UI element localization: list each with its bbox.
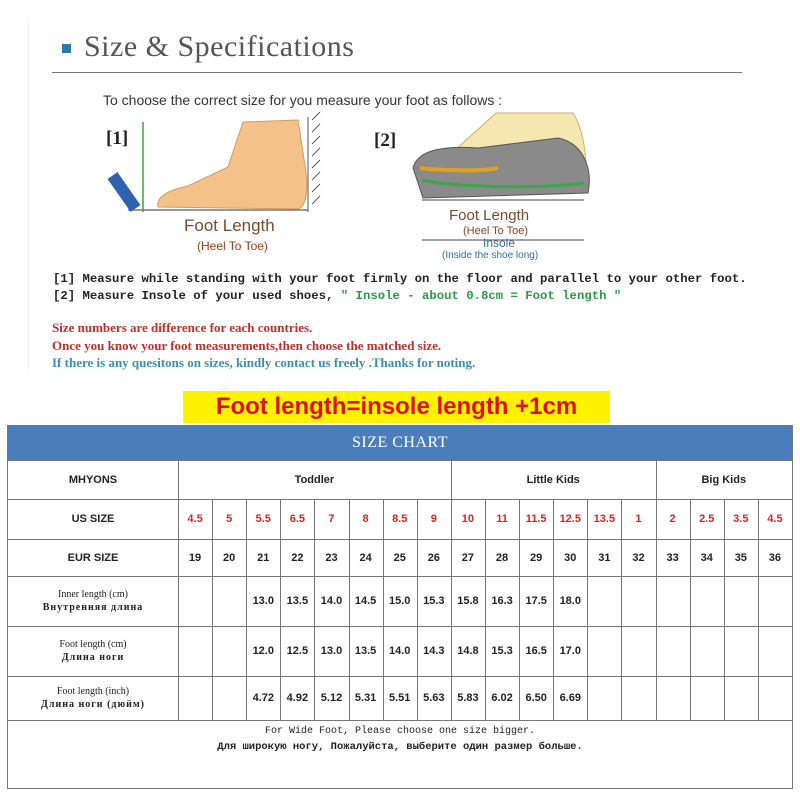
foot-length-inch-cell: 6.02 <box>491 692 513 704</box>
inner-length-label-en: Inner length (cm) <box>58 589 128 600</box>
title-bullet <box>62 44 71 53</box>
insole-formula-highlight: " Insole - about 0.8cm = Foot length " <box>333 289 622 303</box>
foot-length-cm-cell: 13.0 <box>320 645 343 657</box>
intro-text: To choose the correct size for you measure your foot as follows : <box>103 92 503 108</box>
size-chart <box>7 425 793 789</box>
inner-length-cell: 17.5 <box>525 595 547 607</box>
foot-length-cm-label <box>8 638 178 664</box>
us-size-cell: 1 <box>635 513 642 525</box>
insole-caption: Insole <box>483 236 516 250</box>
foot-length-inch-cell <box>656 676 690 720</box>
eur-size-cell: 22 <box>291 551 304 564</box>
foot-length-inch-cell <box>587 676 621 720</box>
instruction-line-2 <box>53 289 621 303</box>
eur-size-cell: 28 <box>495 551 509 564</box>
group-big-kids: Big Kids <box>701 473 747 486</box>
foot-length-cm-cell <box>690 626 724 676</box>
eur-size-cell: 32 <box>632 551 645 564</box>
us-size-cell: 10 <box>461 513 475 525</box>
us-size-cell: 11 <box>496 513 508 525</box>
eur-size-cell: 35 <box>734 551 747 564</box>
eur-size-cell: 24 <box>359 551 372 564</box>
foot-length-inch-cell <box>621 676 655 720</box>
foot-length-cm-cell: 12.0 <box>252 645 274 657</box>
foot-length-cm-cell <box>758 626 792 676</box>
eur-size-label: EUR SIZE <box>67 551 119 564</box>
foot-length-cm-cell <box>656 626 690 676</box>
diagram1-label: [1] <box>106 128 129 149</box>
eur-size-cell: 21 <box>257 551 270 564</box>
foot-length-inch-cell: 5.63 <box>423 692 445 704</box>
foot-length-banner: Foot length=insole length +1cm <box>183 391 610 423</box>
foot-length-cm-cell <box>724 626 758 676</box>
eur-size-cell: 27 <box>461 551 475 564</box>
foot-length-cm-cell: 14.0 <box>389 645 411 657</box>
foot-length-cm-cell <box>587 626 621 676</box>
inner-length-cell: 15.0 <box>389 595 411 607</box>
foot-length-inch-cell: 5.51 <box>389 692 411 704</box>
foot-length-cm-cell: 14.8 <box>457 645 479 657</box>
insole-note-caption: (Inside the shoe long) <box>442 250 539 261</box>
foot-length-cm-cell <box>621 626 655 676</box>
inner-length-cell: 13.0 <box>252 595 274 607</box>
page-title: Size & Specifications <box>84 30 355 63</box>
group-little-kids: Little Kids <box>526 473 580 486</box>
foot-length-inch-cell <box>212 676 246 720</box>
foot-length-caption-1: Foot Length <box>184 216 275 235</box>
inner-length-cell: 15.8 <box>457 595 479 607</box>
inner-length-cell <box>212 576 246 626</box>
inner-length-cell: 14.0 <box>320 595 343 607</box>
us-size-cell: 7 <box>328 513 335 525</box>
us-size-cell: 2.5 <box>699 513 715 525</box>
inner-length-label <box>8 588 178 614</box>
inner-length-cell <box>587 576 621 626</box>
diagram2-label: [2] <box>374 130 397 151</box>
eur-size-cell: 34 <box>700 551 713 564</box>
foot-length-cm-label-ru: Длина ноги <box>61 652 125 663</box>
us-size-cell: 4.5 <box>767 513 783 525</box>
foot-length-inch-cell: 6.69 <box>559 692 581 704</box>
title-divider <box>52 72 742 73</box>
us-size-cell: 2 <box>669 513 676 525</box>
us-size-cell: 8 <box>362 513 369 525</box>
foot-length-inch-cell <box>690 676 724 720</box>
foot-length-inch-cell: 4.72 <box>252 692 274 704</box>
instruction-line-2-prefix: [2] Measure Insole of your used shoes, <box>53 289 334 303</box>
inner-length-cell: 13.5 <box>286 595 309 607</box>
inner-length-cell <box>758 576 792 626</box>
us-size-cell: 5.5 <box>255 513 271 525</box>
foot-length-inch-label-ru: Длина ноги (дюйм) <box>40 699 145 710</box>
eur-size-cell: 33 <box>666 551 679 564</box>
us-size-cell: 6.5 <box>289 513 306 525</box>
foot-length-cm-cell <box>178 626 212 676</box>
foot-length-cm-label-en: Foot length (cm) <box>59 639 127 650</box>
group-toddler: Toddler <box>294 473 335 486</box>
foot-length-inch-cell: 6.50 <box>525 692 547 704</box>
eur-size-cell: 20 <box>223 551 236 564</box>
foot-length-inch-label-en: Foot length (inch) <box>56 686 130 697</box>
eur-size-cell: 30 <box>564 551 577 564</box>
us-size-cell: 4.5 <box>187 513 203 525</box>
foot-length-inch-cell: 5.83 <box>457 692 479 704</box>
eur-size-cell: 26 <box>427 551 440 564</box>
us-size-cell: 5 <box>226 513 233 525</box>
eur-size-cell: 29 <box>530 551 543 564</box>
foot-length-cm-cell: 14.3 <box>423 645 445 657</box>
foot-length-inch-cell <box>178 676 212 720</box>
foot-length-inch-cell: 5.12 <box>320 692 343 704</box>
heel-to-toe-caption-1: (Heel To Toe) <box>197 239 268 253</box>
eur-size-cell: 31 <box>598 551 611 564</box>
us-size-cell: 13.5 <box>593 513 616 525</box>
row-divider <box>8 720 792 721</box>
brand-label: MHYONS <box>68 473 118 486</box>
inner-length-cell: 16.3 <box>491 595 513 607</box>
note-line-3: If there is any quesitons on sizes, kindly contact us freely .Thanks for noting. <box>52 355 476 370</box>
us-size-cell: 8.5 <box>392 513 408 525</box>
note-line-2: Once you know your foot measurements,then choose the matched size. <box>52 338 442 353</box>
us-size-cell: 9 <box>430 513 437 525</box>
us-size-cell: 12.5 <box>559 513 581 525</box>
eur-size-cell: 25 <box>393 551 406 564</box>
inner-length-cell <box>690 576 724 626</box>
note-line-1: Size numbers are difference for each countries. <box>52 320 313 335</box>
inner-length-cell <box>621 576 655 626</box>
foot-length-cm-cell <box>212 626 246 676</box>
foot-length-caption-2: Foot Length <box>449 207 530 224</box>
us-size-cell: 3.5 <box>733 513 749 525</box>
inner-length-cell <box>178 576 212 626</box>
eur-size-cell: 23 <box>325 551 338 564</box>
inner-length-cell: 18.0 <box>559 595 581 607</box>
foot-length-inch-cell: 5.31 <box>354 692 377 704</box>
wide-foot-note-en: For Wide Foot, Please choose one size bigger. <box>264 726 536 737</box>
inner-length-cell: 15.3 <box>423 595 445 607</box>
inner-length-cell <box>724 576 758 626</box>
us-size-label: US SIZE <box>71 513 115 525</box>
inner-length-label-ru: Внутренняя длина <box>42 602 144 613</box>
inner-length-cell: 14.5 <box>354 595 377 607</box>
instruction-line-1: [1] Measure while standing with your foot firmly on the floor and parallel to your other foot. <box>53 272 747 286</box>
foot-length-cm-cell: 15.3 <box>491 645 513 657</box>
inner-length-cell <box>656 576 690 626</box>
foot-measure-illustration <box>108 112 338 230</box>
wide-foot-note-ru: Для широкую ногу, Пожалуйста, выберите один размер больше. <box>217 741 583 753</box>
foot-length-inch-cell <box>724 676 758 720</box>
size-chart-title: SIZE CHART <box>8 426 792 460</box>
eur-size-cell: 19 <box>188 551 202 564</box>
foot-length-cm-cell: 17.0 <box>559 645 581 657</box>
foot-length-cm-cell: 12.5 <box>286 645 309 657</box>
foot-length-cm-cell: 16.5 <box>525 645 547 657</box>
us-size-cell: 11.5 <box>525 513 547 525</box>
eur-size-cell: 36 <box>768 551 782 564</box>
foot-length-cm-cell: 13.5 <box>354 645 377 657</box>
heel-to-toe-caption-2: (Heel To Toe) <box>463 225 529 237</box>
foot-length-inch-label <box>8 685 178 711</box>
foot-length-inch-cell <box>758 676 792 720</box>
foot-length-inch-cell: 4.92 <box>286 692 309 704</box>
